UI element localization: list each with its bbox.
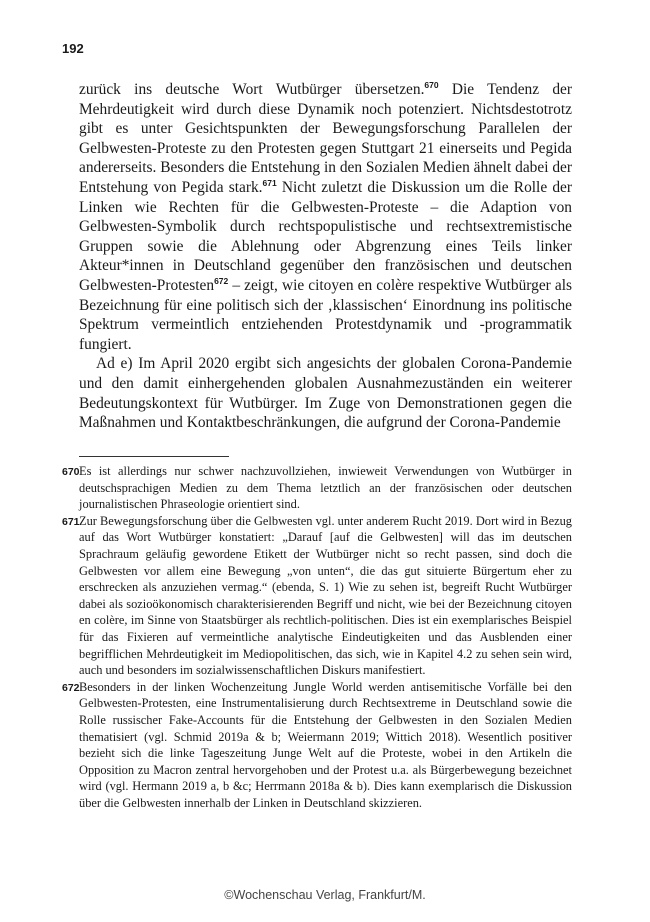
body-paragraph-1 [79, 80, 572, 354]
copyright-notice: ©Wochenschau Verlag, Frankfurt/M. [224, 888, 426, 902]
footnote-672 [62, 679, 572, 812]
footnote-ref-670[interactable]: 670 [424, 80, 439, 90]
footnote-670 [62, 463, 572, 513]
footnote-number: 670 [62, 466, 80, 478]
footnote-text: Besonders in der linken Wochenzeitung Jungle World werden antisemitische Vorfälle bei den Gelbwesten-Protesten, eine Instrumentalisierung durch Rechtsextreme in Deutschland sowie die Rolle russischer Fake-Accounts für die Entstehung der Gelbwesten in den Sozialen Medien thematisiert (vgl. Schmid 2019a & b; Weiermann 2019; Wittich 2018). Wesentlich positiver bezieht sich die linke Tageszeitung Junge Welt auf die Proteste, wobei in den Artikeln die Opposition zu Macron zentral hervorgehoben und der Protest u.a. als Bürgerbewegung bezeichnet wird (vgl. Hermann 2019 a, b &c; Herrmann 2018a & b). Dies kann exemplarisch die Diskussion über die Gelbwesten innerhalb der Linken in Deutschland skizzieren. [79, 679, 572, 810]
page-number: 192 [62, 41, 84, 56]
text-run: zurück ins deutsche Wort Wutbürger übersetzen. [79, 81, 425, 98]
footnotes [62, 463, 572, 811]
body-paragraph-2: Ad e) Im April 2020 ergibt sich angesichts der globalen Corona-Pandemie und den damit einhergehenden globalen Ausnahmezuständen ein weiterer Bedeutungskontext für Wutbürger. Im Zuge von Demonstrationen gegen die Maßnahmen und Kontaktbeschränkungen, die aufgrund der Corona-Pandemie [79, 355, 572, 432]
text-run: – zeigt, wie citoyen en colère respektive Wutbürger als Bezeichnung für eine politisch sich der ‚klassischen‘ Einordnung ins politische Spektrum vermeintlich entziehenden Protestdynamik und -programmatik fungiert. [79, 276, 572, 353]
main-text [79, 80, 572, 433]
footnote-text: Zur Bewegungsforschung über die Gelbwesten vgl. unter anderem Rucht 2019. Dort wird in Bezug auf das Wort Wutbürger konstatiert: „Darauf [auf die Gelbwesten] will das im deutschen Sprachraum geläufig gewordene Etikett der Wutbürger nicht so recht passen, sind doch die Gelbwesten vor allem eine Bewegung „von unten“, die das gut situierte Bürgertum eher zu erschrecken als anzuziehen vermag.“ (ebenda, S. 1) Wie zu sehen ist, begreift Rucht Wutbürger dabei als sozioökonomisch charakterisierenden Begriff und nicht, wie bei der Bezeichnung citoyen en colère, im Sinne von Staatsbürger als rechtlich-politischen. Dies ist ein exemplarisches Beispiel für das Fixieren auf vermeintliche analytische Eindeutigkeiten und das Ausblenden einer begrifflichen Mehrdeutigkeit im Mediopolitischen, das sich, wie in Kapitel 4.2 zu sehen sein wird, auch und besonders im sozialwissenschaftlichen Diskurs manifestiert. [79, 513, 572, 678]
footnote-divider [79, 456, 229, 457]
footnote-ref-671[interactable]: 671 [262, 177, 277, 188]
footnote-ref-672[interactable]: 672 [214, 275, 229, 286]
footnote-number: 671 [62, 515, 80, 528]
footnote-671 [62, 513, 572, 679]
footnote-number: 672 [62, 681, 80, 694]
footnote-text: Es ist allerdings nur schwer nachzuvollziehen, inwieweit Verwendungen von Wutbürger in deutschsprachigen Medien zu dem Thema letztlich an der französischen oder deutschen journalistischen Phraseologie orientiert sind. [79, 464, 572, 512]
text-run: Nicht zuletzt die Diskussion um die Rolle der Linken wie Rechten für die Gelbwesten-Proteste – die Adaption von Gelbwesten-Symbolik durch rechtspopulistische und rechtsextremistische Gruppen sowie die Ablehnung oder Abgrenzung eines Teils linker Akteur*innen in Deutschland gegenüber den französischen und deutschen Gelbwesten-Protesten [79, 178, 572, 294]
text-run: Die Tendenz der Mehrdeutigkeit wird durch diese Dynamik noch potenziert. Nichtsdestotrotz gibt es unter Gesichtspunkten der Bewegungsforschung Parallelen der Gelbwesten-Proteste zu den Protesten gegen Stuttgart 21 einerseits und Pegida andererseits. Besonders die Entstehung in den Sozialen Medien ähnelt dabei der Entstehung von Pegida stark. [79, 81, 573, 196]
